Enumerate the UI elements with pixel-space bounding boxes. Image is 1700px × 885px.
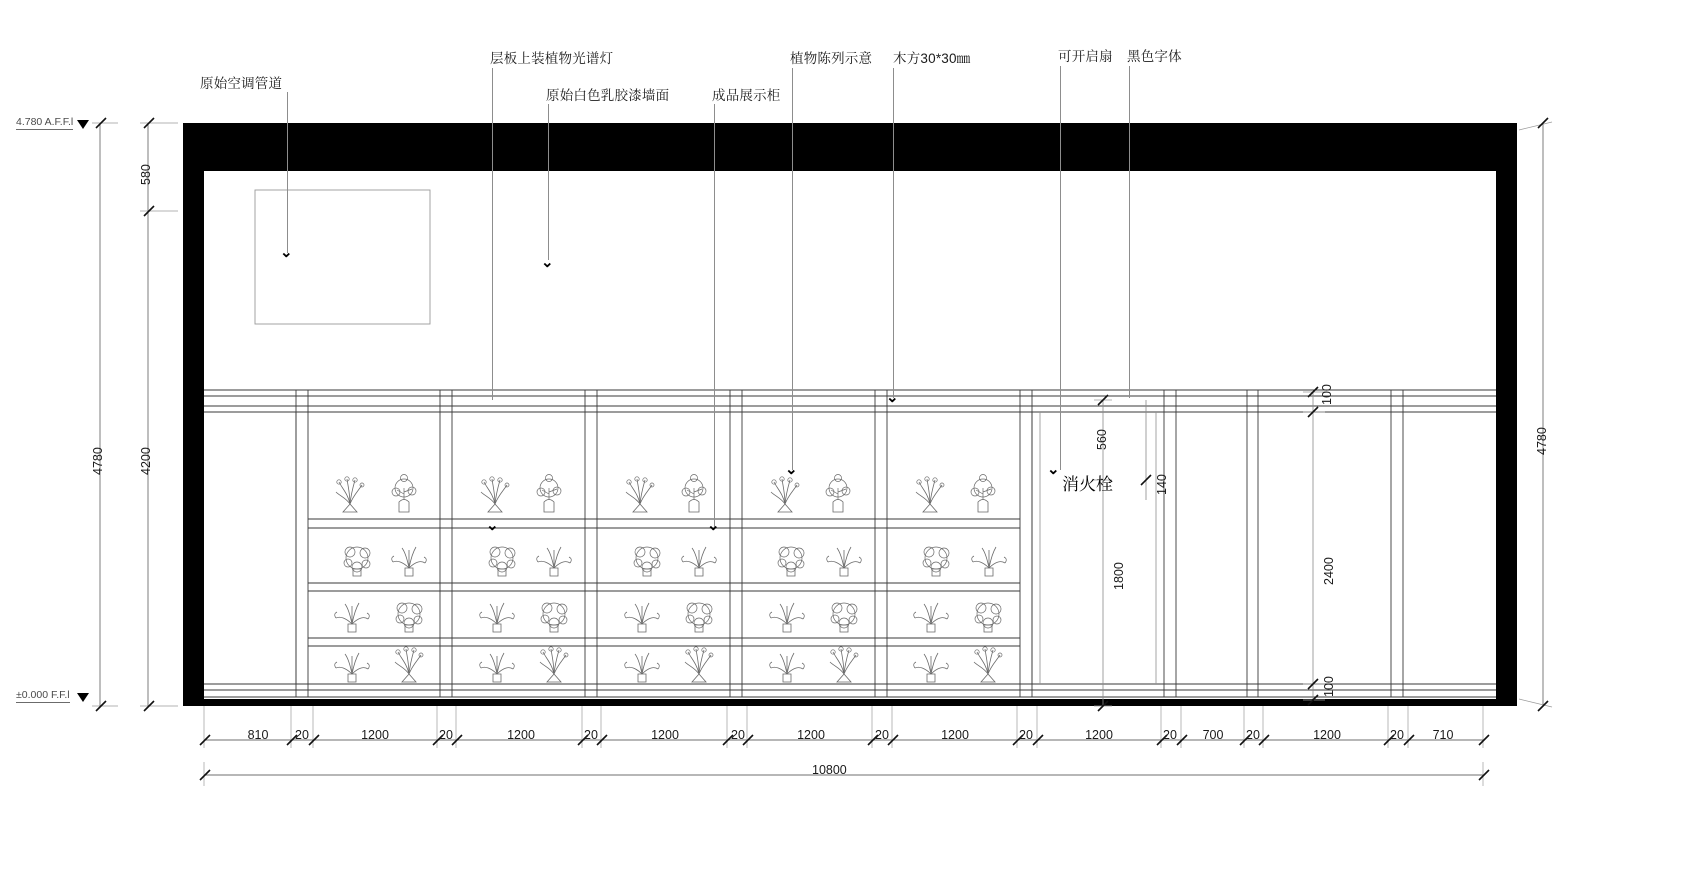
fire-hydrant-label: 消火栓 xyxy=(1062,475,1113,494)
level-mark-bottom-label: ±0.000 F.F.l xyxy=(16,689,70,701)
dim-interior-1800: 1800 xyxy=(1112,562,1126,590)
bottom-dim-label: 1200 xyxy=(941,728,969,742)
annotation-label-3: 成品展示柜 xyxy=(712,88,781,103)
annotation-label-5: 木方30*30㎜ xyxy=(893,51,971,66)
bottom-dim-label: 20 xyxy=(875,728,889,742)
bottom-dim-label: 20 xyxy=(1019,728,1033,742)
dim-right-4780: 4780 xyxy=(1535,427,1549,455)
bottom-dim-label: 20 xyxy=(439,728,453,742)
bottom-dim-label: 20 xyxy=(731,728,745,742)
leader-line xyxy=(287,92,288,253)
total-dimension-label: 10800 xyxy=(812,763,847,777)
leader-arrow-icon: ⌄ xyxy=(707,517,720,534)
dim-left-4780: 4780 xyxy=(91,447,105,475)
bottom-dim-label: 20 xyxy=(1163,728,1177,742)
leader-arrow-icon: ⌄ xyxy=(1047,461,1060,478)
dim-left-4200: 4200 xyxy=(139,447,153,475)
display-cabinet-assembly xyxy=(204,390,1496,697)
level-mark-bottom-icon xyxy=(77,693,89,702)
leader-arrow-icon: ⌄ xyxy=(541,254,554,271)
dimension-lines-right xyxy=(1519,122,1552,707)
bottom-dim-label: 1200 xyxy=(797,728,825,742)
leader-line xyxy=(492,68,493,400)
leader-arrow-icon: ⌄ xyxy=(280,244,293,261)
dimension-lines-interior xyxy=(1094,392,1325,706)
dim-interior-2400: 2400 xyxy=(1322,557,1336,585)
annotation-label-2: 原始白色乳胶漆墙面 xyxy=(546,88,670,103)
level-mark-top-label: 4.780 A.F.F.l xyxy=(16,116,74,128)
dim-interior-560: 560 xyxy=(1095,429,1109,450)
bottom-dim-label: 710 xyxy=(1432,728,1454,742)
plant-display-group xyxy=(335,475,1007,683)
bottom-dim-label: 1200 xyxy=(1313,728,1341,742)
wall-outline xyxy=(183,123,1517,706)
leader-arrow-icon: ⌄ xyxy=(886,389,899,406)
dim-interior-100-top: 100 xyxy=(1320,384,1334,405)
annotation-label-4: 植物陈列示意 xyxy=(790,51,873,66)
bottom-dim-label: 20 xyxy=(1390,728,1404,742)
bottom-dim-label: 1200 xyxy=(361,728,389,742)
bottom-dim-label: 700 xyxy=(1202,728,1224,742)
dim-interior-140: 140 xyxy=(1155,474,1169,495)
annotation-label-6: 可开启扇 xyxy=(1058,49,1113,64)
annotation-label-1: 层板上装植物光谱灯 xyxy=(490,51,614,66)
bottom-dim-label: 20 xyxy=(584,728,598,742)
leader-arrow-icon: ⌄ xyxy=(785,461,798,478)
annotation-label-7: 黑色字体 xyxy=(1127,49,1182,64)
bottom-dim-label: 810 xyxy=(247,728,269,742)
bottom-dim-label: 20 xyxy=(1246,728,1260,742)
leader-line xyxy=(792,68,793,470)
leader-line xyxy=(548,104,549,260)
leader-line xyxy=(1129,66,1130,398)
leader-line xyxy=(714,104,715,527)
dim-interior-100-bottom: 100 xyxy=(1322,676,1336,697)
leader-line xyxy=(1060,66,1061,470)
bottom-dim-label: 1200 xyxy=(507,728,535,742)
dim-left-580: 580 xyxy=(139,164,153,185)
level-mark-top-icon xyxy=(77,120,89,129)
bottom-dim-label: 1200 xyxy=(651,728,679,742)
leader-line xyxy=(893,68,894,398)
bottom-dim-label: 1200 xyxy=(1085,728,1113,742)
dimension-lines-left xyxy=(92,123,178,706)
leader-arrow-icon: ⌄ xyxy=(486,517,499,534)
annotation-label-0: 原始空调管道 xyxy=(200,76,283,91)
bottom-dim-label: 20 xyxy=(295,728,309,742)
